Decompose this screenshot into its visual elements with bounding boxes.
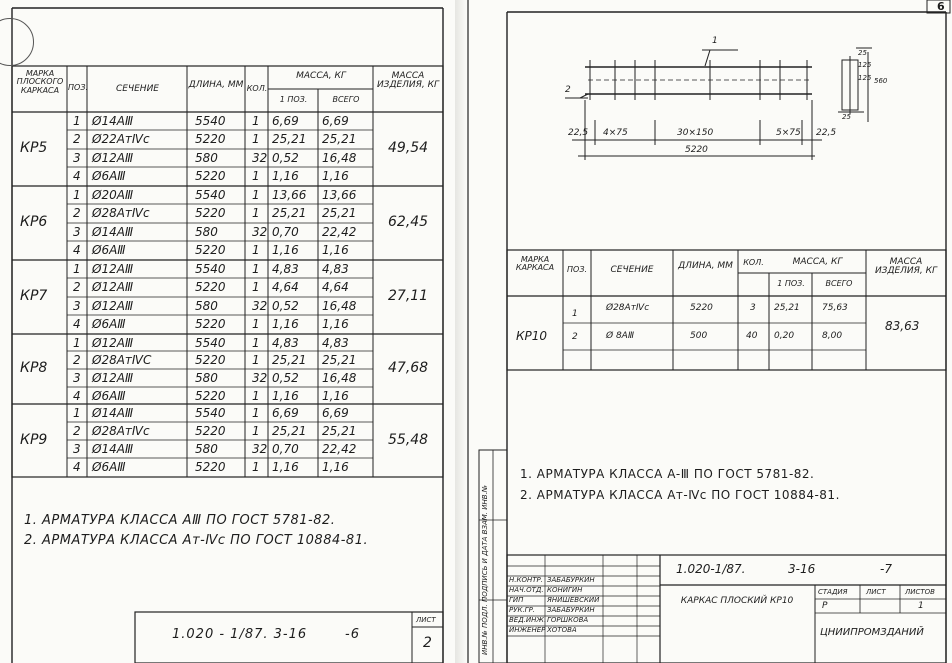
frame-drawing: [565, 48, 872, 160]
row-0-1-mall: 25,21: [322, 132, 357, 146]
row-3-0-len: 5540: [195, 336, 226, 350]
left-note-2: 2. АРМАТУРА КЛАССА Ат-Ⅳс ПО ГОСТ 10884-81.: [24, 533, 369, 548]
row-1-2-len: 580: [195, 225, 218, 239]
mark-0: КР5: [20, 140, 48, 156]
row-4-3-poz: 4: [73, 460, 81, 474]
left-sheet-suffix: -6: [345, 627, 360, 642]
header-massa-izdeliya: МАССА ИЗДЕЛИЯ, КГ: [376, 71, 440, 91]
row-0-3-len: 5220: [195, 169, 226, 183]
r-doc-series: 3-16: [788, 562, 816, 576]
row-2-2-qty: 32: [252, 299, 268, 313]
r-row-1-sec: Ø28АтⅣс: [606, 303, 650, 313]
row-0-2-sec: Ø12АⅢ: [92, 151, 134, 165]
row-0-1-poz: 2: [73, 132, 81, 146]
row-0-0-len: 5540: [195, 114, 226, 128]
row-1-2-sec: Ø14АⅢ: [92, 225, 134, 239]
side-strip-text: ИНВ.№ ПОДЛ. ПОДПИСЬ И ДАТА ВЗАМ. ИНВ.№: [481, 484, 489, 655]
row-3-3-m1: 1,16: [272, 389, 299, 403]
row-3-3-sec: Ø6АⅢ: [92, 389, 126, 403]
row-3-1-m1: 25,21: [272, 353, 307, 367]
total-1: 62,45: [388, 214, 429, 230]
signer-name-3: ЗАБАБУРКИН: [547, 606, 595, 614]
r-stage: Р: [822, 601, 828, 611]
total-2: 27,11: [388, 288, 429, 304]
row-2-0-poz: 1: [73, 262, 81, 276]
r-total: 83,63: [885, 319, 920, 333]
sec-dim-2: 125: [858, 61, 872, 69]
r-header-marka: МАРКА КАРКАСА: [515, 255, 555, 273]
row-1-1-qty: 1: [252, 206, 260, 220]
r-mark: КР10: [516, 329, 548, 343]
row-0-1-m1: 25,21: [272, 132, 307, 146]
header-massa-1poz: 1 ПОЗ.: [279, 95, 308, 104]
callout-1: 1: [712, 36, 718, 46]
row-4-1-mall: 25,21: [322, 424, 357, 438]
row-2-0-m1: 4,83: [272, 262, 299, 276]
header-marka: МАРКА ПЛОСКОГО КАРКАСА: [16, 69, 64, 95]
row-0-2-m1: 0,52: [272, 151, 299, 165]
r-header-massa: МАССА, КГ: [792, 257, 843, 267]
header-kol: КОЛ.: [246, 84, 268, 93]
row-1-0-m1: 13,66: [272, 188, 307, 202]
r-header-massa-1poz: 1 ПОЗ.: [777, 279, 805, 288]
row-1-0-len: 5540: [195, 188, 226, 202]
row-1-0-mall: 13,66: [322, 188, 357, 202]
r-row-1-poz: 1: [572, 309, 578, 319]
row-1-3-m1: 1,16: [272, 243, 299, 257]
row-2-3-sec: Ø6АⅢ: [92, 317, 126, 331]
r-header-sechenie: СЕЧЕНИЕ: [610, 265, 654, 275]
row-1-0-qty: 1: [252, 188, 260, 202]
row-4-1-m1: 25,21: [272, 424, 307, 438]
row-0-0-sec: Ø14АⅢ: [92, 114, 134, 128]
row-1-2-qty: 32: [252, 225, 268, 239]
row-1-3-sec: Ø6АⅢ: [92, 243, 126, 257]
row-1-2-m1: 0,70: [272, 225, 299, 239]
r-row-1-m1: 25,21: [774, 303, 800, 313]
row-3-2-sec: Ø12АⅢ: [92, 371, 134, 385]
row-4-0-len: 5540: [195, 406, 226, 420]
row-3-2-poz: 3: [73, 371, 81, 385]
r-row-1-len: 5220: [690, 303, 713, 313]
total-0: 49,54: [388, 140, 429, 156]
row-1-3-qty: 1: [252, 243, 260, 257]
row-4-3-mall: 1,16: [322, 460, 349, 474]
row-0-1-len: 5220: [195, 132, 226, 146]
row-3-1-mall: 25,21: [322, 353, 357, 367]
header-sechenie: СЕЧЕНИЕ: [115, 84, 159, 94]
right-page-number: 6: [937, 0, 945, 13]
r-sheet-suffix: -7: [880, 562, 892, 576]
header-massa: МАССА, КГ: [296, 71, 346, 81]
header-massa-vsego: ВСЕГО: [332, 95, 360, 104]
row-2-2-mall: 16,48: [322, 299, 357, 313]
right-note-2: 2. АРМАТУРА КЛАССА Ат-Ⅳс ПО ГОСТ 10884-81.: [520, 488, 840, 502]
r-row-2-sec: Ø 8АⅢ: [606, 331, 635, 341]
row-2-3-poz: 4: [73, 317, 81, 331]
r-header-kol: КОЛ.: [743, 258, 764, 267]
r-list-number: 1: [918, 601, 924, 611]
row-1-3-mall: 1,16: [322, 243, 349, 257]
row-1-1-sec: Ø28АтⅣс: [92, 206, 150, 220]
row-3-3-poz: 4: [73, 389, 81, 403]
row-1-3-poz: 4: [73, 243, 81, 257]
row-2-1-mall: 4,64: [322, 280, 349, 294]
row-0-2-mall: 16,48: [322, 151, 357, 165]
row-3-3-qty: 1: [252, 389, 260, 403]
row-2-0-len: 5540: [195, 262, 226, 276]
sec-dim-3: 125: [858, 74, 872, 82]
row-0-3-m1: 1,16: [272, 169, 299, 183]
row-1-1-m1: 25,21: [272, 206, 307, 220]
row-0-3-qty: 1: [252, 169, 260, 183]
left-note-1: 1. АРМАТУРА КЛАССА АⅢ ПО ГОСТ 5781-82.: [24, 513, 336, 528]
right-note-1: 1. АРМАТУРА КЛАССА А-Ⅲ ПО ГОСТ 5781-82.: [520, 467, 815, 481]
row-3-2-len: 580: [195, 371, 218, 385]
row-3-2-qty: 32: [252, 371, 268, 385]
sec-dim-4: 560: [874, 77, 888, 85]
signer-name-0: ЗАБАБУРКИН: [547, 576, 595, 584]
left-list-label: ЛИСТ: [416, 616, 436, 624]
r-row-1-qty: 3: [750, 303, 756, 313]
mark-1: КР6: [20, 214, 48, 230]
row-3-3-len: 5220: [195, 389, 226, 403]
row-2-0-mall: 4,83: [322, 262, 349, 276]
dim-30x150: 30×150: [677, 128, 714, 138]
row-0-1-sec: Ø22АтⅣс: [92, 132, 150, 146]
row-0-0-poz: 1: [73, 114, 81, 128]
r-stage-label: СТАДИЯ: [818, 588, 848, 596]
sec-dim-1: 25: [858, 49, 867, 57]
row-0-0-m1: 6,69: [272, 114, 299, 128]
row-3-0-sec: Ø12АⅢ: [92, 336, 134, 350]
row-3-2-mall: 16,48: [322, 371, 357, 385]
row-1-2-mall: 22,42: [322, 225, 357, 239]
row-2-2-poz: 3: [73, 299, 81, 313]
dim-5x75: 5×75: [776, 128, 801, 138]
header-dlina: ДЛИНА, ММ: [188, 80, 244, 90]
row-0-3-sec: Ø6АⅢ: [92, 169, 126, 183]
mark-4: КР9: [20, 431, 48, 448]
row-4-1-qty: 1: [252, 424, 260, 438]
row-0-0-qty: 1: [252, 114, 260, 128]
r-row-2-poz: 2: [572, 332, 578, 342]
r-org: ЦНИИПРОМЗДАНИЙ: [820, 627, 924, 638]
row-2-2-sec: Ø12АⅢ: [92, 299, 134, 313]
row-0-1-qty: 1: [252, 132, 260, 146]
callout-2: 2: [565, 85, 571, 95]
mark-3: КР8: [20, 360, 48, 376]
row-4-0-m1: 6,69: [272, 406, 299, 420]
row-1-1-len: 5220: [195, 206, 226, 220]
row-3-3-mall: 1,16: [322, 389, 349, 403]
row-3-1-poz: 2: [73, 353, 81, 367]
row-4-3-sec: Ø6АⅢ: [92, 460, 126, 474]
row-2-2-len: 580: [195, 299, 218, 313]
row-4-1-len: 5220: [195, 424, 226, 438]
row-4-2-qty: 32: [252, 442, 268, 456]
row-0-3-mall: 1,16: [322, 169, 349, 183]
row-4-0-mall: 6,69: [322, 406, 349, 420]
row-3-0-poz: 1: [73, 336, 81, 350]
row-4-0-qty: 1: [252, 406, 260, 420]
row-4-3-qty: 1: [252, 460, 260, 474]
signer-role-1: НАЧ.ОТД.: [509, 586, 544, 594]
row-4-2-m1: 0,70: [272, 442, 299, 456]
r-row-2-m1: 0,20: [774, 331, 795, 341]
row-0-2-qty: 32: [252, 151, 268, 165]
row-1-0-sec: Ø20АⅢ: [92, 188, 134, 202]
row-4-3-len: 5220: [195, 460, 226, 474]
row-0-3-poz: 4: [73, 169, 81, 183]
signer-name-5: ХОТОВА: [547, 626, 577, 634]
row-2-1-poz: 2: [73, 280, 81, 294]
total-4: 55,48: [388, 431, 429, 448]
r-row-2-qty: 40: [746, 331, 758, 341]
row-2-1-len: 5220: [195, 280, 226, 294]
left-list-number: 2: [423, 635, 432, 651]
row-4-2-poz: 3: [73, 442, 81, 456]
r-header-dlina: ДЛИНА, ММ: [678, 261, 733, 271]
row-3-2-m1: 0,52: [272, 371, 299, 385]
dim-4x75: 4×75: [603, 128, 628, 138]
r-lists-label: ЛИСТОВ: [905, 588, 935, 596]
signer-name-2: ЯНИШЕВСКИЙ: [547, 596, 600, 604]
row-1-1-mall: 25,21: [322, 206, 357, 220]
row-1-1-poz: 2: [73, 206, 81, 220]
left-doc-code: 1.020 - 1/87. 3-16: [172, 627, 308, 642]
row-2-3-m1: 1,16: [272, 317, 299, 331]
row-2-1-m1: 4,64: [272, 280, 299, 294]
mark-2: КР7: [20, 288, 48, 304]
sec-dim-5: 25: [842, 113, 851, 121]
row-0-0-mall: 6,69: [322, 114, 349, 128]
r-header-massa-izdeliya: МАССА ИЗДЕЛИЯ, КГ: [874, 257, 938, 277]
signer-role-5: ИНЖЕНЕР: [509, 626, 546, 634]
row-1-0-poz: 1: [73, 188, 81, 202]
signer-role-3: РУК.ГР.: [509, 606, 536, 614]
row-3-1-sec: Ø28АтⅣС: [92, 353, 152, 367]
row-1-2-poz: 3: [73, 225, 81, 239]
row-4-0-sec: Ø14АⅢ: [92, 406, 134, 420]
row-2-0-sec: Ø12АⅢ: [92, 262, 134, 276]
r-header-poz: ПОЗ.: [567, 265, 587, 274]
r-row-2-len: 500: [690, 331, 708, 341]
r-row-1-mall: 75,63: [822, 303, 848, 313]
total-3: 47,68: [388, 360, 429, 376]
row-2-3-len: 5220: [195, 317, 226, 331]
row-4-2-mall: 22,42: [322, 442, 357, 456]
signer-name-4: ГОРШКОВА: [547, 616, 589, 624]
row-3-0-m1: 4,83: [272, 336, 299, 350]
row-3-0-mall: 4,83: [322, 336, 349, 350]
r-header-massa-vsego: ВСЕГО: [825, 279, 853, 288]
row-1-3-len: 5220: [195, 243, 226, 257]
row-3-1-qty: 1: [252, 353, 260, 367]
dim-right-end: 22,5: [816, 128, 837, 138]
signer-name-1: КОНИГИН: [547, 586, 583, 594]
signer-role-0: Н.КОНТР.: [509, 576, 543, 584]
signer-role-2: ГИП: [509, 596, 524, 604]
row-2-0-qty: 1: [252, 262, 260, 276]
row-0-2-len: 580: [195, 151, 218, 165]
row-3-1-len: 5220: [195, 353, 226, 367]
row-4-1-poz: 2: [73, 424, 81, 438]
row-2-3-qty: 1: [252, 317, 260, 331]
row-2-3-mall: 1,16: [322, 317, 349, 331]
dim-left-end: 22,5: [568, 128, 589, 138]
r-doc-code: 1.020-1/87.: [676, 562, 746, 576]
row-2-1-qty: 1: [252, 280, 260, 294]
r-title: КАРКАС ПЛОСКИЙ КР10: [680, 596, 794, 606]
row-2-1-sec: Ø12АⅢ: [92, 280, 134, 294]
row-0-2-poz: 3: [73, 151, 81, 165]
dim-overall: 5220: [685, 145, 708, 155]
signer-role-4: ВЕД.ИНЖ.: [509, 616, 547, 624]
row-4-2-sec: Ø14АⅢ: [92, 442, 134, 456]
row-4-0-poz: 1: [73, 406, 81, 420]
r-row-2-mall: 8,00: [822, 331, 843, 341]
row-4-2-len: 580: [195, 442, 218, 456]
row-4-1-sec: Ø28АтⅣс: [92, 424, 150, 438]
row-3-0-qty: 1: [252, 336, 260, 350]
header-poz: ПОЗ.: [68, 83, 88, 92]
row-4-3-m1: 1,16: [272, 460, 299, 474]
r-list-label: ЛИСТ: [866, 588, 886, 596]
row-2-2-m1: 0,52: [272, 299, 299, 313]
